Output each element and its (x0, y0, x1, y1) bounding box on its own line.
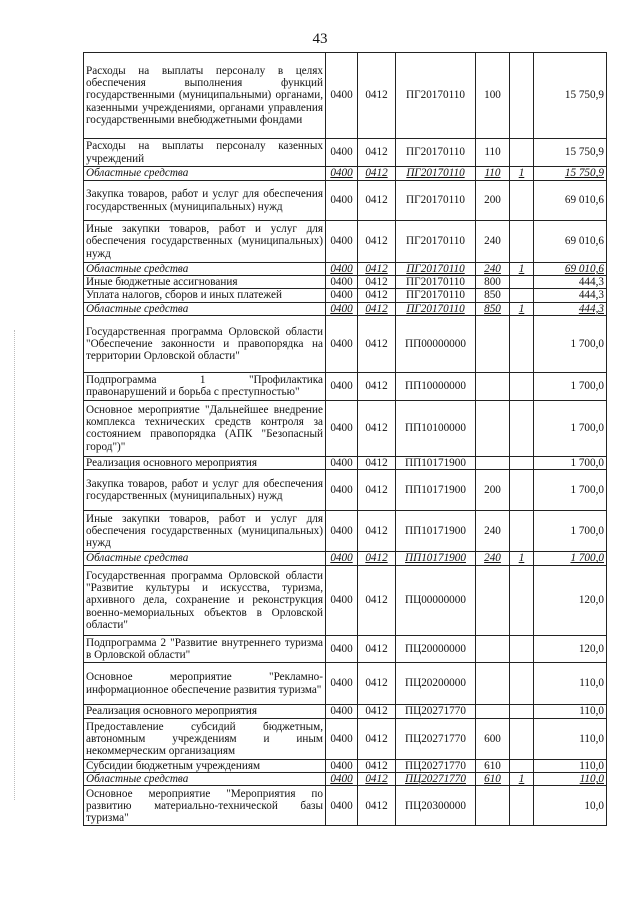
row-subsection-code: 0412 (358, 719, 396, 760)
row-name: Основное мероприятие "Дальнейшее внедрение комплекса технических средств контроля за состоянием правопорядка (АПК "Безопасный город")" (84, 400, 326, 456)
row-source (510, 470, 534, 511)
row-section-code: 0400 (326, 705, 358, 719)
row-subsection-code: 0412 (358, 636, 396, 663)
row-source: 1 (510, 263, 534, 276)
row-target-article: ПГ20170110 (396, 139, 476, 167)
row-expense-type (476, 705, 510, 719)
row-expense-type (476, 372, 510, 400)
row-section-code: 0400 (326, 53, 358, 139)
row-amount: 1 700,0 (534, 552, 607, 566)
row-section-code: 0400 (326, 372, 358, 400)
row-section-code: 0400 (326, 302, 358, 315)
row-source (510, 566, 534, 636)
table-row (84, 53, 607, 139)
budget-table (83, 52, 607, 826)
row-amount: 120,0 (534, 566, 607, 636)
row-target-article: ПП10171900 (396, 511, 476, 552)
row-source (510, 705, 534, 719)
row-name: Основное мероприятие "Мероприятия по развитию материально-технической базы туризма" (84, 786, 326, 826)
table-row (84, 511, 607, 552)
row-section-code: 0400 (326, 289, 358, 302)
row-section-code: 0400 (326, 552, 358, 566)
row-expense-type: 100 (476, 53, 510, 139)
row-amount: 1 700,0 (534, 400, 607, 456)
table-row (84, 167, 607, 181)
row-source: 1 (510, 552, 534, 566)
row-name: Подпрограмма 2 "Развитие внутреннего туризма в Орловской области" (84, 636, 326, 663)
row-source (510, 760, 534, 773)
table-row (84, 786, 607, 826)
budget-table-body (84, 53, 607, 826)
row-target-article: ПЦ20300000 (396, 786, 476, 826)
row-target-article: ПГ20170110 (396, 181, 476, 221)
row-source (510, 289, 534, 302)
row-amount: 1 700,0 (534, 456, 607, 469)
row-name: Основное мероприятие "Рекламно-информационное обеспечение развития туризма" (84, 663, 326, 705)
row-target-article: ПП10000000 (396, 372, 476, 400)
row-source: 1 (510, 167, 534, 181)
row-source (510, 511, 534, 552)
row-subsection-code: 0412 (358, 221, 396, 263)
row-subsection-code: 0412 (358, 167, 396, 181)
row-target-article: ПЦ20200000 (396, 663, 476, 705)
row-subsection-code: 0412 (358, 276, 396, 289)
row-expense-type: 240 (476, 263, 510, 276)
margin-rule (14, 330, 15, 800)
row-target-article: ПГ20170110 (396, 302, 476, 315)
row-name: Расходы на выплаты персоналу казенных учреждений (84, 139, 326, 167)
table-row (84, 263, 607, 276)
row-subsection-code: 0412 (358, 53, 396, 139)
row-subsection-code: 0412 (358, 773, 396, 786)
row-subsection-code: 0412 (358, 289, 396, 302)
row-target-article: ПЦ20000000 (396, 636, 476, 663)
row-section-code: 0400 (326, 566, 358, 636)
row-expense-type: 850 (476, 289, 510, 302)
row-name: Подпрограмма 1 "Профилактика правонарушений и борьба с преступностью" (84, 372, 326, 400)
row-target-article: ПГ20170110 (396, 289, 476, 302)
row-target-article: ПП00000000 (396, 315, 476, 372)
row-amount: 69 010,6 (534, 181, 607, 221)
row-expense-type: 800 (476, 276, 510, 289)
row-section-code: 0400 (326, 456, 358, 469)
row-source (510, 221, 534, 263)
row-section-code: 0400 (326, 636, 358, 663)
row-subsection-code: 0412 (358, 786, 396, 826)
row-amount: 1 700,0 (534, 511, 607, 552)
table-row (84, 773, 607, 786)
row-expense-type: 110 (476, 167, 510, 181)
table-row (84, 719, 607, 760)
table-row (84, 470, 607, 511)
table-row (84, 705, 607, 719)
row-source (510, 400, 534, 456)
table-row (84, 181, 607, 221)
row-subsection-code: 0412 (358, 372, 396, 400)
table-row (84, 302, 607, 315)
row-source (510, 663, 534, 705)
row-expense-type: 610 (476, 773, 510, 786)
row-name: Государственная программа Орловской области "Обеспечение законности и правопорядка на территории Орловской области" (84, 315, 326, 372)
row-name: Реализация основного мероприятия (84, 705, 326, 719)
table-row (84, 663, 607, 705)
row-section-code: 0400 (326, 400, 358, 456)
row-expense-type: 600 (476, 719, 510, 760)
row-subsection-code: 0412 (358, 760, 396, 773)
row-amount: 69 010,6 (534, 263, 607, 276)
row-subsection-code: 0412 (358, 456, 396, 469)
row-amount: 110,0 (534, 773, 607, 786)
row-name: Иные бюджетные ассигнования (84, 276, 326, 289)
row-amount: 444,3 (534, 302, 607, 315)
row-source (510, 372, 534, 400)
row-amount: 444,3 (534, 276, 607, 289)
row-amount: 110,0 (534, 663, 607, 705)
row-expense-type: 850 (476, 302, 510, 315)
row-target-article: ПП10171900 (396, 470, 476, 511)
row-section-code: 0400 (326, 263, 358, 276)
row-expense-type (476, 663, 510, 705)
row-amount: 120,0 (534, 636, 607, 663)
row-subsection-code: 0412 (358, 552, 396, 566)
row-amount: 1 700,0 (534, 372, 607, 400)
row-subsection-code: 0412 (358, 181, 396, 221)
row-target-article: ПП10171900 (396, 552, 476, 566)
row-target-article: ПГ20170110 (396, 276, 476, 289)
row-subsection-code: 0412 (358, 302, 396, 315)
row-target-article: ПГ20170110 (396, 167, 476, 181)
row-source (510, 786, 534, 826)
row-name: Расходы на выплаты персоналу в целях обеспечения выполнения функций государственными (муниципальными) органами, казенными учреждениями, органами управления государственными внебюджетными фондами (84, 53, 326, 139)
row-amount: 110,0 (534, 705, 607, 719)
row-target-article: ПЦ20271770 (396, 760, 476, 773)
row-expense-type (476, 315, 510, 372)
row-amount: 15 750,9 (534, 139, 607, 167)
row-name: Закупка товаров, работ и услуг для обеспечения государственных (муниципальных) нужд (84, 470, 326, 511)
row-amount: 444,3 (534, 289, 607, 302)
row-name: Субсидии бюджетным учреждениям (84, 760, 326, 773)
row-source: 1 (510, 773, 534, 786)
row-source (510, 276, 534, 289)
row-target-article: ПП10171900 (396, 456, 476, 469)
row-name: Областные средства (84, 773, 326, 786)
row-section-code: 0400 (326, 315, 358, 372)
row-expense-type: 200 (476, 470, 510, 511)
row-section-code: 0400 (326, 470, 358, 511)
row-section-code: 0400 (326, 663, 358, 705)
row-name: Предоставление субсидий бюджетным, автономным учреждениям и иным некоммерческим организациям (84, 719, 326, 760)
row-target-article: ПП10100000 (396, 400, 476, 456)
row-target-article: ПГ20170110 (396, 263, 476, 276)
table-row (84, 636, 607, 663)
row-subsection-code: 0412 (358, 263, 396, 276)
row-name: Областные средства (84, 302, 326, 315)
row-expense-type (476, 400, 510, 456)
row-amount: 10,0 (534, 786, 607, 826)
row-expense-type (476, 636, 510, 663)
row-subsection-code: 0412 (358, 663, 396, 705)
table-row (84, 289, 607, 302)
row-expense-type: 240 (476, 511, 510, 552)
row-name: Закупка товаров, работ и услуг для обеспечения государственных (муниципальных) нужд (84, 181, 326, 221)
row-expense-type (476, 456, 510, 469)
row-section-code: 0400 (326, 719, 358, 760)
row-section-code: 0400 (326, 511, 358, 552)
row-source (510, 53, 534, 139)
table-row (84, 552, 607, 566)
row-name: Уплата налогов, сборов и иных платежей (84, 289, 326, 302)
row-target-article: ПГ20170110 (396, 221, 476, 263)
row-amount: 1 700,0 (534, 470, 607, 511)
row-source (510, 181, 534, 221)
row-source: 1 (510, 302, 534, 315)
row-subsection-code: 0412 (358, 511, 396, 552)
row-section-code: 0400 (326, 760, 358, 773)
row-subsection-code: 0412 (358, 139, 396, 167)
row-name: Иные закупки товаров, работ и услуг для обеспечения государственных (муниципальных) нужд (84, 511, 326, 552)
row-target-article: ПЦ20271770 (396, 705, 476, 719)
row-expense-type: 110 (476, 139, 510, 167)
row-expense-type (476, 566, 510, 636)
row-expense-type: 200 (476, 181, 510, 221)
table-row (84, 221, 607, 263)
row-target-article: ПЦ20271770 (396, 773, 476, 786)
row-section-code: 0400 (326, 773, 358, 786)
table-row (84, 400, 607, 456)
table-row (84, 372, 607, 400)
row-expense-type: 240 (476, 221, 510, 263)
row-name: Областные средства (84, 263, 326, 276)
row-expense-type (476, 786, 510, 826)
table-row (84, 456, 607, 469)
row-amount: 15 750,9 (534, 53, 607, 139)
row-name: Областные средства (84, 167, 326, 181)
row-source (510, 719, 534, 760)
row-source (510, 139, 534, 167)
row-amount: 110,0 (534, 719, 607, 760)
row-subsection-code: 0412 (358, 400, 396, 456)
row-section-code: 0400 (326, 276, 358, 289)
row-target-article: ПЦ00000000 (396, 566, 476, 636)
row-subsection-code: 0412 (358, 566, 396, 636)
table-row (84, 276, 607, 289)
row-amount: 1 700,0 (534, 315, 607, 372)
row-name: Государственная программа Орловской области "Развитие культуры и искусства, туризма, архивного дела, сохранение и реконструкция военно-мемориальных объектов в Орловской области" (84, 566, 326, 636)
row-source (510, 636, 534, 663)
row-section-code: 0400 (326, 167, 358, 181)
row-amount: 69 010,6 (534, 221, 607, 263)
row-subsection-code: 0412 (358, 315, 396, 372)
row-amount: 110,0 (534, 760, 607, 773)
row-name: Областные средства (84, 552, 326, 566)
row-expense-type: 240 (476, 552, 510, 566)
row-section-code: 0400 (326, 139, 358, 167)
row-name: Реализация основного мероприятия (84, 456, 326, 469)
row-subsection-code: 0412 (358, 705, 396, 719)
row-section-code: 0400 (326, 181, 358, 221)
row-subsection-code: 0412 (358, 470, 396, 511)
table-row (84, 315, 607, 372)
table-row (84, 760, 607, 773)
row-target-article: ПЦ20271770 (396, 719, 476, 760)
row-target-article: ПГ20170110 (396, 53, 476, 139)
row-expense-type: 610 (476, 760, 510, 773)
row-section-code: 0400 (326, 221, 358, 263)
row-name: Иные закупки товаров, работ и услуг для обеспечения государственных (муниципальных) нужд (84, 221, 326, 263)
row-amount: 15 750,9 (534, 167, 607, 181)
page-number: 43 (312, 31, 328, 47)
row-source (510, 315, 534, 372)
table-row (84, 566, 607, 636)
row-section-code: 0400 (326, 786, 358, 826)
row-source (510, 456, 534, 469)
table-row (84, 139, 607, 167)
